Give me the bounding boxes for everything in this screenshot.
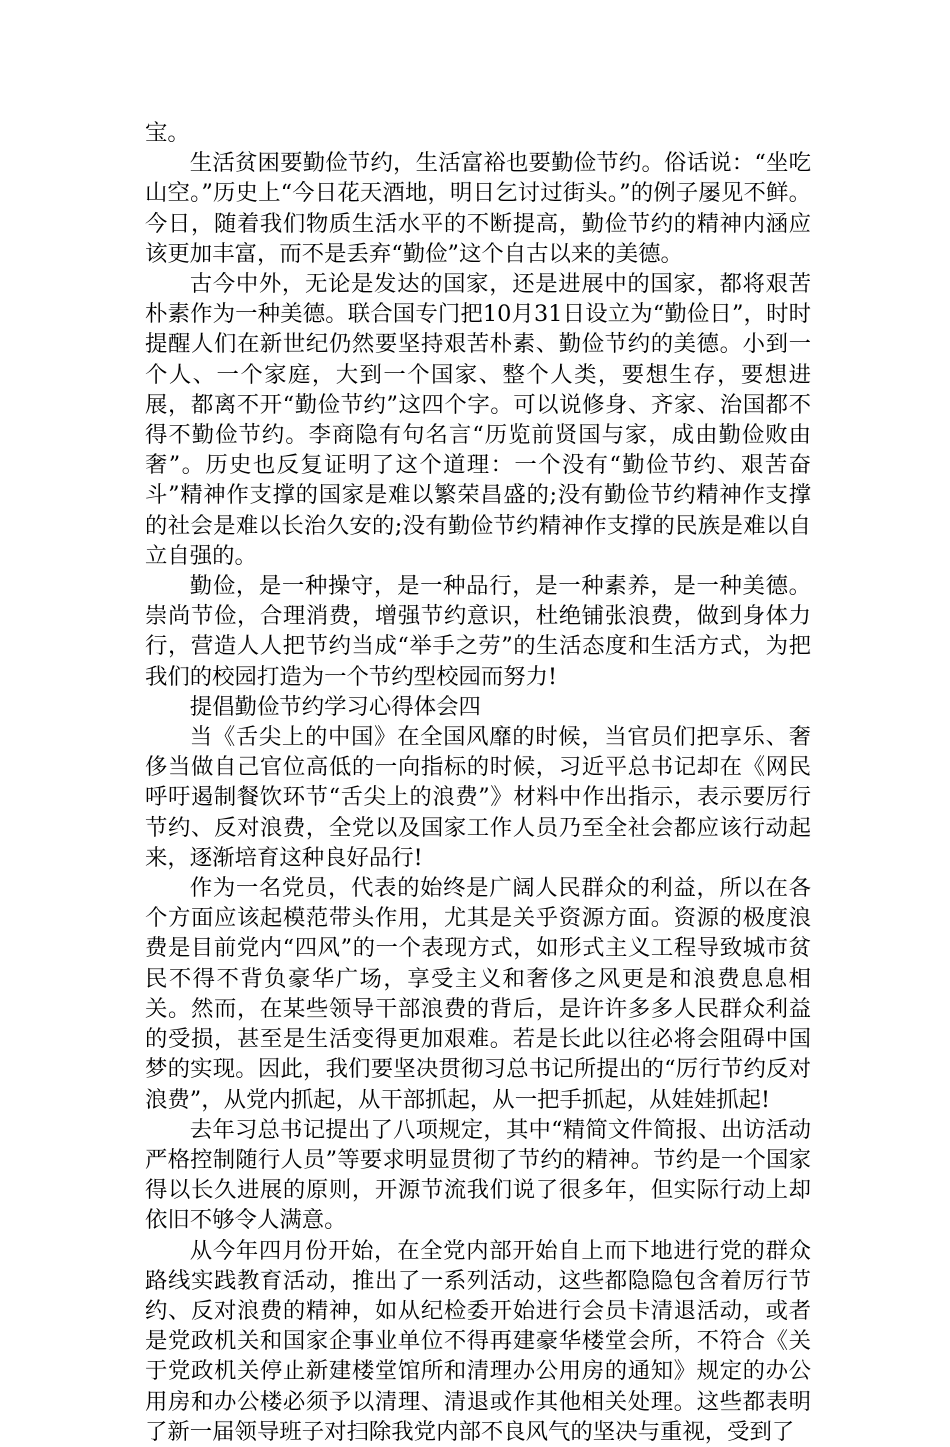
paragraph: 作为一名党员，代表的始终是广阔人民群众的利益，所以在各个方面应该起模范带头作用，尤其是关乎资源方面。资源的极度浪费是目前党内“四风”的一个表现方式，如形式主义工程导致城市贫民不得不背负豪华广场，享受主义和奢侈之风更是和浪费息息相关。然而，在某些领导干部浪费的背后，是许许多多人民群众利益的受损，甚至是生活变得更加艰难。若是长此以往必将会阻碍中国梦的实现。因此，我们要坚决贯彻习总书记所提出的“厉行节约反对浪费”，从党内抓起，从干部抓起，从一把手抓起，从娃娃抓起! [145,875,811,1113]
paragraph: 古今中外，无论是发达的国家，还是进展中的国家，都将艰苦朴素作为一种美德。联合国专门把10月31日设立为“勤俭日”，时时提醒人们在新世纪仍然要坚持艰苦朴素、勤俭节约的美德。小到一个人、一个家庭，大到一个国家、整个人类，要想生存，要想进展，都离不开“勤俭节约”这四个字。可以说修身、齐家、治国都不得不勤俭节约。李商隐有句名言“历览前贤国与家，成由勤俭败由奢”。历史也反复证明了这个道理：一个没有“勤俭节约、艰苦奋斗”精神作支撑的国家是难以繁荣昌盛的;没有勤俭节约精神作支撑的社会是难以长治久安的;没有勤俭节约精神作支撑的民族是难以自立自强的。 [145,271,811,569]
document-body [145,118,811,1447]
paragraph: 去年习总书记提出了八项规定，其中“精简文件简报、出访活动严格控制随行人员”等要求明显贯彻了节约的精神。节约是一个国家得以长久进展的原则，开源节流我们说了很多年，但实际行动上却依旧不够令人满意。 [145,1116,811,1234]
paragraph: 勤俭，是一种操守，是一种品行，是一种素养，是一种美德。崇尚节俭，合理消费，增强节约意识，杜绝铺张浪费，做到身体力行，营造人人把节约当成“举手之劳”的生活态度和生活方式，为把我们的校园打造为一个节约型校园而努力! [145,573,811,690]
paragraph: 当《舌尖上的中国》在全国风靡的时候，当官员们把享乐、奢侈当做自己官位高低的一向指标的时候，习近平总书记却在《网民呼吁遏制餐饮环节“舌尖上的浪费”》材料中作出指示，表示要厉行节约、反对浪费，全党以及国家工作人员乃至全社会都应该行动起来，逐渐培育这种良好品行! [145,724,811,871]
paragraph: 从今年四月份开始，在全党内部开始自上而下地进行党的群众路线实践教育活动，推出了一系列活动，这些都隐隐包含着厉行节约、反对浪费的精神，如从纪检委开始进行会员卡清退活动，或者是党政机关和国家企事业单位不得再建豪华楼堂会所，不符合《关于党政机关停止新建楼堂馆所和清理办公用房的通知》规定的办公用房和办公楼必须予以清理、清退或作其他相关处理。这些都表明了新一届领导班子对扫除我党内部不良风气的坚决与重视，受到了 [145,1237,811,1445]
paragraph: 生活贫困要勤俭节约，生活富裕也要勤俭节约。俗话说：“坐吃山空。”历史上“今日花天酒地，明日乞讨过街头。”的例子屡见不鲜。今日，随着我们物质生活水平的不断提高，勤俭节约的精神内涵应该更加丰富，而不是丢弃“勤俭”这个自古以来的美德。 [145,150,811,267]
paragraph-continuation: 宝。 [145,120,190,146]
section-heading: 提倡勤俭节约学习心得体会四 [189,693,481,720]
